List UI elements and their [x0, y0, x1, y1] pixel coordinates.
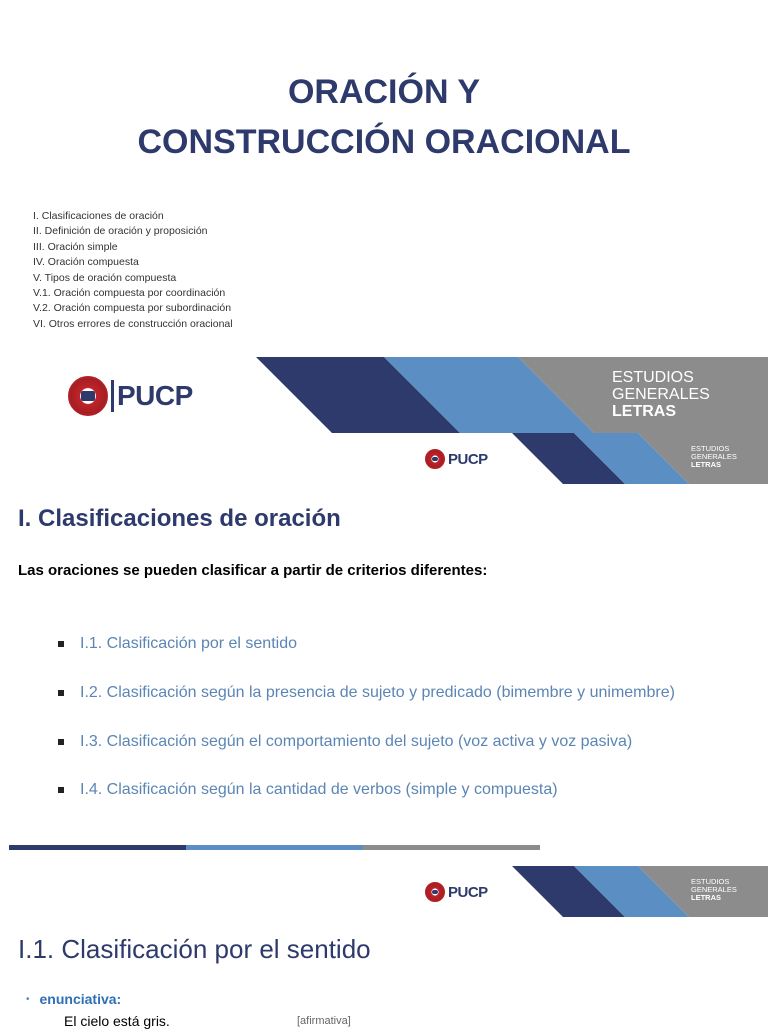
slide2-heading: I. Clasificaciones de oración: [18, 505, 341, 532]
list-item: [58, 717, 675, 766]
brand-line2: GENERALES: [691, 451, 737, 461]
footer-rule-navy: [9, 845, 186, 850]
pucp-logo-text: PUCP: [448, 450, 488, 468]
square-bullet-icon: [58, 739, 64, 745]
toc-item: I. Clasificaciones de oración: [33, 210, 164, 222]
list-item: [26, 991, 121, 1007]
list-item-label[interactable]: I.2. Clasificación según la presencia de sujeto y predicado (bimembre y unimembre): [80, 684, 675, 702]
footer-rule-gray: [363, 845, 540, 850]
brand-line1: ESTUDIOS: [691, 444, 730, 453]
pucp-seal-icon: [425, 449, 445, 469]
brand-text-small: [691, 445, 737, 469]
toc-item: III. Oración simple: [33, 240, 118, 253]
example-tag: [afirmativa]: [297, 1015, 351, 1027]
list-item-label[interactable]: I.3. Clasificación según el comportamiento del sujeto (voz activa y voz pasiva): [80, 732, 633, 750]
pucp-logo-small: [425, 448, 488, 470]
list-item-label[interactable]: I.4. Clasificación según la cantidad de verbos (simple y compuesta): [80, 781, 558, 799]
sub-label: enunciativa:: [39, 991, 122, 1007]
pucp-logo-text: PUCP: [448, 883, 488, 901]
pucp-seal-icon: [425, 882, 445, 902]
toc-item: V.2. Oración compuesta por subordinación: [33, 302, 232, 315]
pucp-seal-icon: [68, 376, 108, 416]
classification-list: [58, 620, 675, 815]
list-item: [58, 620, 675, 669]
brand-line3: LETRAS: [691, 459, 721, 469]
brand-line1: ESTUDIOS: [691, 877, 730, 886]
pucp-logo-large: [68, 375, 193, 417]
brand-line2: GENERALES: [612, 385, 710, 403]
list-item: [58, 766, 675, 815]
square-bullet-icon: [58, 690, 64, 696]
table-of-contents: [33, 209, 233, 332]
toc-item: IV. Oración compuesta: [33, 256, 139, 269]
logo-divider: [111, 380, 114, 412]
toc-item: II. Definición de oración y proposición: [33, 225, 208, 238]
brand-line3: LETRAS: [691, 892, 721, 902]
list-item-label[interactable]: I.1. Clasificación por el sentido: [80, 635, 297, 653]
brand-line3: LETRAS: [612, 402, 676, 420]
slide3-heading: I.1. Clasificación por el sentido: [18, 934, 371, 964]
brand-text-small: [691, 878, 737, 902]
list-item: [58, 669, 675, 718]
pucp-logo-text: PUCP: [117, 380, 193, 411]
toc-item: V.1. Oración compuesta por coordinación: [33, 287, 226, 300]
dot-bullet-icon: •: [26, 993, 30, 1005]
square-bullet-icon: [58, 641, 64, 647]
square-bullet-icon: [58, 787, 64, 793]
brand-line1: ESTUDIOS: [612, 369, 694, 386]
example-sentence: El cielo está gris.: [64, 1013, 170, 1029]
brand-text-large: [612, 370, 710, 420]
toc-item: V. Tipos de oración compuesta: [33, 271, 177, 284]
slide2-intro: Las oraciones se pueden clasificar a partir de criterios diferentes:: [18, 562, 488, 579]
slide1-title-line1: ORACIÓN Y: [287, 73, 481, 111]
slide1-title-line2: CONSTRUCCIÓN ORACIONAL: [137, 123, 631, 161]
toc-item: VI. Otros errores de construcción oracional: [33, 317, 233, 330]
brand-line2: GENERALES: [691, 884, 737, 894]
footer-rule-blue: [186, 845, 363, 850]
pucp-logo-small: [425, 881, 488, 903]
